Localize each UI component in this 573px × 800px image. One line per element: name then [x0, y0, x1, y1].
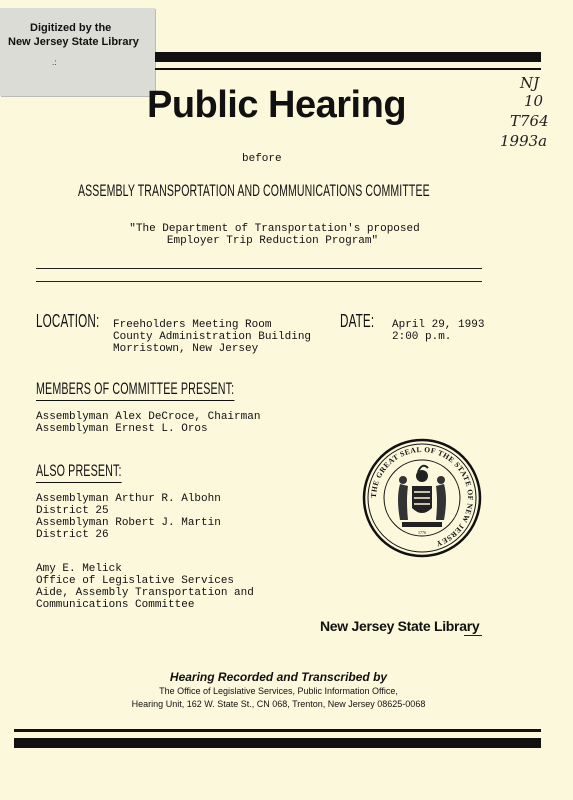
top-rule-thick [155, 52, 541, 62]
recorded-line-1: The Office of Legislative Services, Public Information Office, [159, 686, 398, 696]
call-number-2: 10 [524, 92, 544, 110]
member-2: Assemblyman Ernest L. Oros [36, 423, 208, 435]
location-line-3: Morristown, New Jersey [113, 343, 259, 355]
also-4: District 26 [36, 529, 109, 541]
member-1: Assemblyman Alex DeCroce, Chairman [36, 411, 261, 423]
divider-1 [36, 268, 482, 269]
members-heading: MEMBERS OF COMMITTEE PRESENT: [36, 379, 234, 401]
also-1: Assemblyman Arthur R. Albohn [36, 493, 221, 505]
library-label: New Jersey State Library [320, 618, 480, 634]
call-number-3: T764 [510, 112, 549, 130]
svg-text:1776: 1776 [418, 530, 426, 535]
stamp-mark: .: [52, 58, 57, 67]
divider-2 [36, 281, 482, 282]
staff-1: Amy E. Melick [36, 563, 122, 575]
date-line-1: April 29, 1993 [392, 319, 485, 331]
library-underline [464, 635, 482, 636]
committee-name: ASSEMBLY TRANSPORTATION AND COMMUNICATIONS COMMITTEE [78, 181, 430, 200]
bottom-rule-thin [14, 729, 541, 732]
seal-text: THE GREAT SEAL OF THE STATE OF NEW JERSEY [368, 444, 476, 549]
subject-line-2: Employer Trip Reduction Program" [166, 235, 379, 247]
call-number-4: 1993a [500, 132, 548, 150]
also-present-heading: ALSO PRESENT: [36, 461, 122, 483]
also-2: District 25 [36, 505, 109, 517]
staff-3: Aide, Assembly Transportation and [36, 587, 254, 599]
date-label: DATE: [340, 311, 375, 331]
also-3: Assemblyman Robert J. Martin [36, 517, 221, 529]
staff-4: Communications Committee [36, 599, 195, 611]
date-line-2: 2:00 p.m. [392, 331, 452, 343]
stamp-line-1: Digitized by the [30, 22, 112, 34]
bottom-rule-thick [14, 738, 541, 748]
location-line-1: Freeholders Meeting Room [113, 319, 272, 331]
before-text: before [242, 153, 282, 165]
recorded-line-2: Hearing Unit, 162 W. State St., CN 068, Trenton, New Jersey 08625-0068 [131, 699, 426, 709]
subject-line-1: "The Department of Transportation's proposed [129, 223, 420, 235]
location-line-2: County Administration Building [113, 331, 312, 343]
top-rule-thin [155, 68, 541, 70]
stamp-line-2: New Jersey State Library [8, 36, 139, 48]
staff-2: Office of Legislative Services [36, 575, 235, 587]
state-seal-icon [362, 438, 482, 558]
page-title: Public Hearing [146, 84, 407, 126]
recorded-by-heading: Hearing Recorded and Transcribed by [169, 670, 388, 684]
call-number-1: NJ [520, 74, 540, 92]
digitized-stamp [0, 8, 155, 96]
location-label: LOCATION: [36, 311, 100, 331]
